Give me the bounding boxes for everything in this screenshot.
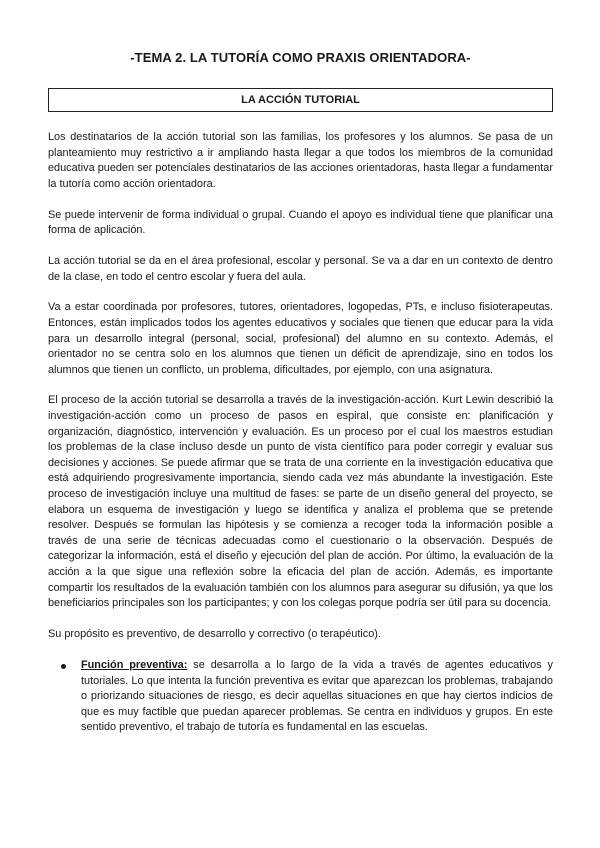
paragraph-intervencion: Se puede intervenir de forma individual o grupal. Cuando el apoyo es individual tiene que planificar una forma de aplicación.	[48, 208, 553, 237]
paragraph-investigacion-accion: El proceso de la acción tutorial se desarrolla a través de la investigación-acción. Kurt Lewin describió la investigación-acción como un proceso de pasos en espiral, que consiste en: planificación y organización, diagnóstico, intervención y evaluación. Es un proceso por el cual los maestros estudian los problemas de la clase incluso desde un punto de vista científico para poder corregir y evaluar sus decisiones y acciones. Se puede afirmar que se trata de una corriente en la investigación educativa que está adquiriendo progresivamente importancia, siendo cada vez más abundante la investigación. Este proceso de investigación incluye una multitud de fases: se parte de un diseño general del proyecto, se elabora un esquema de investigación y luego se identifica y analiza el problema que se pretende resolver. Después se formulan las hipótesis y se comienza a recoger toda la información posible a través de una serie de técnicas adecuadas como el cuestionario o la observación. Después de categorizar la información, está el diseño y ejecución del plan de acción. Por último, la evaluación de la acción a la que sigue una reflexión sobre la eficacia del plan de acción. Además, es importante compartir los resultados de la evaluación también con los alumnos para asegurar su difusión, ya que los beneficiarios principales son los participantes; y con los colegas porque podría ser útil para su docencia.	[48, 394, 553, 610]
paragraph-proposito: Su propósito es preventivo, de desarrollo y correctivo (o terapéutico).	[48, 627, 381, 640]
function-list	[48, 658, 553, 736]
bullet-dot-icon	[61, 664, 66, 669]
document-title: -TEMA 2. LA TUTORÍA COMO PRAXIS ORIENTADORA-	[130, 50, 471, 65]
section-heading-box	[48, 88, 553, 112]
list-item-lead: Función preventiva:	[81, 659, 188, 672]
paragraph-destinatarios: Los destinatarios de la acción tutorial son las familias, los profesores y los alumnos. Se pasa de un planteamiento muy restrictivo a ir ampliando hasta llegar a que todos los miembros de la comunidad educativa pueden ser potenciales destinatarios de las acciones orientadoras, hasta llegar a fundamentar la tutoría como acción orientadora.	[48, 131, 553, 190]
section-heading: LA ACCIÓN TUTORIAL	[241, 94, 360, 106]
paragraph-coordinacion: Va a estar coordinada por profesores, tutores, orientadores, logopedas, PTs, e incluso fisioterapeutas. Entonces, están implicados todos los agentes educativos y sociales que tienen que educar para la vida para un desarrollo integral (personal, social, profesional) del alumno en su contexto. Además, el orientador no se centra solo en los alumnos que tienen un déficit de aprendizaje, sino en todos los alumnos que tienen un conflicto, un problema, dificultades, por ejemplo, con una asignatura.	[48, 301, 553, 376]
list-item-text: se desarrolla a lo largo de la vida a través de agentes educativos y tutoriales. Lo que intenta la función preventiva es evitar que aparezcan los problemas, trabajando o priorizando situaciones de riesgo, es decir aquellas situaciones en que hay ciertos indicios de que es muy factible que puedan aparecer problemas. Se centra en individuos y grupos. En este sentido preventivo, el trabajo de tutoría es fundamental en las escuelas.	[81, 659, 553, 734]
list-item-funcion-preventiva	[48, 658, 553, 736]
paragraph-areas: La acción tutorial se da en el área profesional, escolar y personal. Se va a dar en un contexto de dentro de la clase, en todo el centro escolar y fuera del aula.	[48, 254, 553, 283]
